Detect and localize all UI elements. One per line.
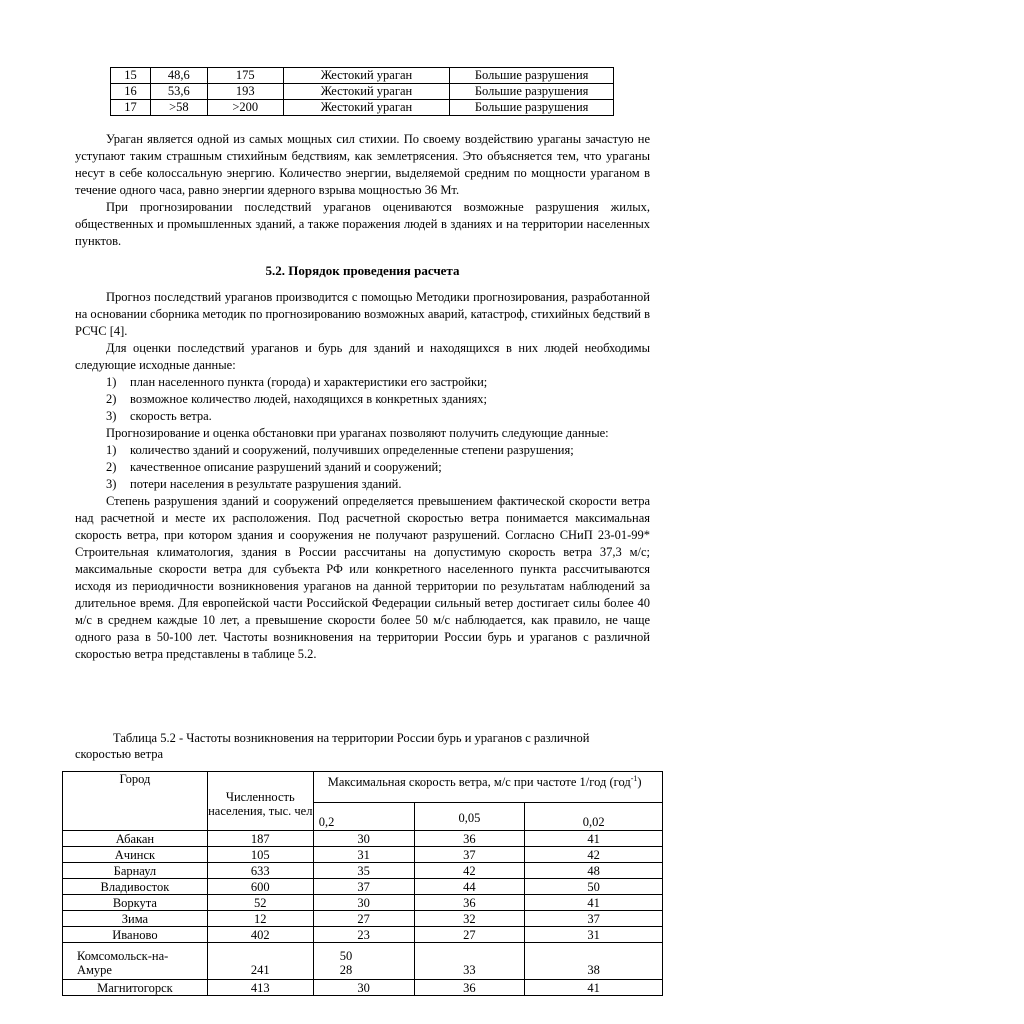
list-item [75,374,650,391]
table-row [63,943,663,980]
cell-v3: 42 [525,847,663,863]
cell-v3: 38 [525,943,663,980]
table-row [63,879,663,895]
cell-city: Абакан [63,831,208,847]
caption-line: скоростью ветра [75,747,164,761]
cell-v1: 30 [313,895,414,911]
cell-v3: 41 [525,895,663,911]
section-heading: 5.2. Порядок проведения расчета [265,263,460,278]
cell-v3: 31 [525,927,663,943]
cell-city: Магнитогорск [63,980,208,996]
cell-v2: 36 [414,831,525,847]
cell-v1: 30 [313,980,414,996]
header-freq-1: 0,2 [313,803,414,831]
paragraph: Для оценки последствий ураганов и бурь для зданий и находящихся в них людей необходимы следующие исходные данные: [75,341,650,372]
table-row [63,831,663,847]
cell-v2: 37 [414,847,525,863]
header-freq-3: 0,02 [525,803,663,831]
cell: 48,6 [150,68,207,84]
header-max-speed [313,772,662,803]
caption-line: Таблица 5.2 - Частоты возникновения на территории России бурь и ураганов с различной [113,731,590,745]
wind-frequency-table [62,771,663,996]
hurricane-scale-table [110,67,614,116]
header-max-speed-sup: -1 [630,774,638,783]
table-row [63,980,663,996]
cell-pop: 12 [207,911,313,927]
cell: Большие разрушения [450,84,614,100]
cell-v2: 27 [414,927,525,943]
list-item [75,391,650,408]
table-header-row [63,772,663,803]
list-number: 1) [106,443,117,457]
cell-v1: 27 [313,911,414,927]
list-item [75,442,650,459]
cell-v1-overflow: 50 [339,949,353,963]
text-section-forecast [75,199,650,250]
cell-pop: 187 [207,831,313,847]
table-row [63,895,663,911]
cell-city: Иваново [63,927,208,943]
cell-pop: 52 [207,895,313,911]
cell-city [63,943,208,980]
cell-city: Ачинск [63,847,208,863]
cell-v3: 41 [525,831,663,847]
list-number: 2) [106,460,117,474]
cell-v2: 42 [414,863,525,879]
table-row [63,847,663,863]
cell-v1 [313,943,414,980]
list-number: 2) [106,392,117,406]
table-row [63,911,663,927]
cell-v1: 23 [313,927,414,943]
cell-city: Владивосток [63,879,208,895]
cell: 53,6 [150,84,207,100]
header-max-speed-text: Максимальная скорость ветра, м/с при частоте 1/год (год [327,775,631,790]
table-row [63,927,663,943]
header-population: Численность населения, тыс. чел [207,772,313,831]
cell-pop: 402 [207,927,313,943]
cell: Жестокий ураган [283,100,450,116]
cell-v2: 33 [414,943,525,980]
cell-pop: 241 [207,943,313,980]
cell-pop: 105 [207,847,313,863]
cell: 16 [111,84,151,100]
text-section-procedure [75,289,650,663]
table-row [63,863,663,879]
list-item [75,476,650,493]
cell: 193 [207,84,283,100]
list-number: 3) [106,477,117,491]
text-section-intro [75,131,650,199]
list-text: план населенного пункта (города) и характеристики его застройки; [130,375,488,389]
cell-city: Барнаул [63,863,208,879]
cell-v1: 37 [313,879,414,895]
cell: Большие разрушения [450,100,614,116]
paragraph: Прогноз последствий ураганов производится с помощью Методики прогнозирования, разработанной на основании сборника методик по прогнозированию возможных аварий, катастроф, стихийных бедствий в РСЧС [4]. [75,290,650,338]
header-max-speed-end: ) [637,775,642,790]
cell-v2: 36 [414,895,525,911]
list-text: количество зданий и сооружений, получивших определенные степени разрушения; [130,443,574,457]
cell-v2: 44 [414,879,525,895]
table-row [111,100,614,116]
cell-v2: 32 [414,911,525,927]
cell-v3: 50 [525,879,663,895]
cell-v1: 31 [313,847,414,863]
list-text: потери населения в результате разрушения зданий. [130,477,402,491]
cell-city: Воркута [63,895,208,911]
list-item [75,408,650,425]
cell: 175 [207,68,283,84]
paragraph: Степень разрушения зданий и сооружений определяется превышением фактической скорости ветра над расчетной и месте их расположения. Под расчетной скоростью ветра понимается максимальная скорость ветра, при котором здания и сооружения не получают разрушений. Согласно СНиП 23-01-99* Строительная климатология, здания в России рассчитаны на допустимую скорость ветра 37,3 м/с; максимальные скорости ветра для субъекта РФ или конкретного населенного пункта рассчитываются исходя из периодичности возникновения ураганов на данной территории по результатам наблюдений за длительное время. Для европейской части Российской Федерации сильный ветер достигает силы более 40 м/с в среднем каждые 10 лет, а превышение скорости более 50 м/с наблюдается, как правило, не чаще одного раза в 50-100 лет. Частоты возникновения на территории России бурь и ураганов с различной скоростью ветра представлены в таблице 5.2. [75,494,650,661]
list-text: скорость ветра. [130,409,212,423]
cell-city: Зима [63,911,208,927]
cell-v1: 30 [313,831,414,847]
cell-city-line1: Комсомольск-на- [77,949,169,963]
list-item [75,459,650,476]
table-row [111,84,614,100]
cell-v3: 41 [525,980,663,996]
paragraph: Ураган является одной из самых мощных сил стихии. По своему воздействию ураганы зачастую не уступают таким страшным стихийным бедствиям, как землетрясения. Это объясняется тем, что ураганы несут в себе колоссальную энергию. Количество энергии, выделяемой средним по мощности ураганом в течение одного часа, равно энергии ядерного взрыва мощностью 36 Мт. [75,132,650,197]
cell: Жестокий ураган [283,68,450,84]
cell: 17 [111,100,151,116]
paragraph: При прогнозировании последствий ураганов оцениваются возможные разрушения жилых, общественных и промышленных зданий, а также поражения людей в зданиях и на территории населенных пунктов. [75,200,650,248]
cell-city-line2: Амуре [77,963,112,977]
paragraph: Прогнозирование и оценка обстановки при ураганах позволяют получить следующие данные: [106,426,609,440]
cell-v1-value: 28 [339,963,353,977]
table-row [111,68,614,84]
cell: Жестокий ураган [283,84,450,100]
list-text: качественное описание разрушений зданий и сооружений; [130,460,442,474]
cell: >58 [150,100,207,116]
list-number: 3) [106,409,117,423]
cell: >200 [207,100,283,116]
cell-v1: 35 [313,863,414,879]
cell-pop: 413 [207,980,313,996]
cell: 15 [111,68,151,84]
cell-pop: 633 [207,863,313,879]
cell-v3: 48 [525,863,663,879]
cell-v3: 37 [525,911,663,927]
cell-v2: 36 [414,980,525,996]
cell-pop: 600 [207,879,313,895]
cell: Большие разрушения [450,68,614,84]
list-number: 1) [106,375,117,389]
header-freq-2: 0,05 [414,803,525,831]
header-city: Город [63,772,208,831]
table-caption [75,730,650,762]
list-text: возможное количество людей, находящихся в конкретных зданиях; [130,392,487,406]
